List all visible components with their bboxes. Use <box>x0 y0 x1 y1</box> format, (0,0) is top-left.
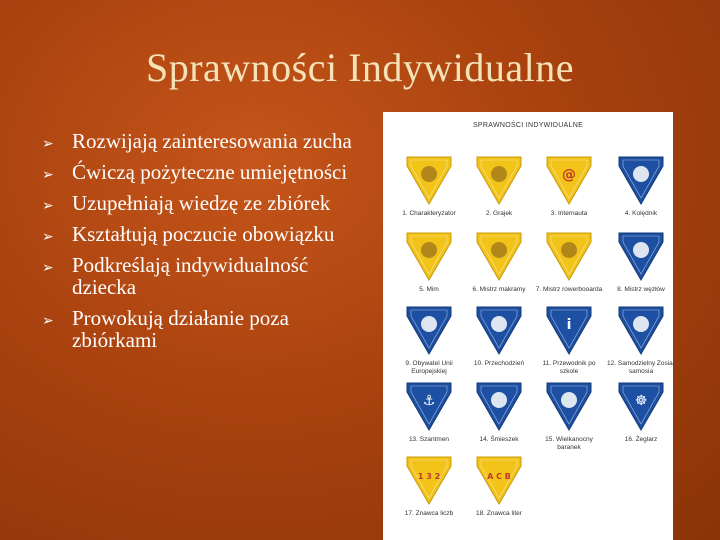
badge-emblem <box>491 242 507 258</box>
badge-item <box>533 154 605 234</box>
arrow-bullet-icon: ➢ <box>42 313 54 329</box>
bullet-list <box>40 130 370 360</box>
arrow-bullet-icon: ➢ <box>42 198 54 214</box>
badge-item <box>463 380 535 460</box>
flute-icon <box>474 154 524 206</box>
numbers-icon <box>404 454 454 506</box>
badge-glyph: A C B <box>487 472 511 481</box>
info-icon <box>544 304 594 356</box>
badge-item <box>463 154 535 234</box>
badge-emblem <box>633 166 649 182</box>
bullet-item <box>40 130 370 152</box>
badge-glyph: ⚓ <box>422 393 436 409</box>
anchor-icon <box>404 380 454 432</box>
badge-label: 16. Żeglarz <box>624 436 658 443</box>
poster-title: SPRAWNOŚCI INDYWIDUALNE <box>472 122 584 129</box>
badge-emblem <box>421 242 437 258</box>
badge-label: 15. Wielkanocny baranek <box>545 436 593 451</box>
badge-item <box>393 304 465 384</box>
badge-item <box>463 230 535 310</box>
badge-label: 3. Internauta <box>550 210 588 217</box>
badge-item <box>393 154 465 234</box>
ship-wheel-icon <box>616 380 666 432</box>
comet-star-icon <box>616 154 666 206</box>
badge-label: 4. Kolędnik <box>624 210 658 217</box>
bullet-item <box>40 307 370 351</box>
badge-label: 14. Śmieszek <box>479 436 519 443</box>
bullet-item <box>40 254 370 298</box>
badge-label: 13. Szantmen <box>408 436 450 443</box>
badge-emblem <box>633 242 649 258</box>
bullet-text: Kształtują poczucie obowiązku <box>72 222 335 246</box>
badge-item <box>393 230 465 310</box>
badge-glyph: ☸ <box>634 393 648 409</box>
badge-label: 2. Grajek <box>485 210 513 217</box>
badge-item <box>533 380 605 460</box>
masks-icon <box>404 154 454 206</box>
badge-item <box>533 304 605 384</box>
badge-emblem <box>491 166 507 182</box>
arrow-bullet-icon: ➢ <box>42 260 54 276</box>
badge-item <box>393 380 465 460</box>
badge-item <box>605 380 677 460</box>
badge-item <box>605 154 677 234</box>
badge-emblem <box>561 392 577 408</box>
badge-item <box>393 454 465 534</box>
badge-glyph: 1 3 2 <box>417 472 441 481</box>
badges-poster <box>383 112 673 540</box>
badge-emblem <box>421 166 437 182</box>
badge-emblem <box>491 392 507 408</box>
skater-icon <box>544 230 594 282</box>
badge-item <box>533 230 605 310</box>
arrow-bullet-icon: ➢ <box>42 229 54 245</box>
thumb-up-icon <box>616 304 666 356</box>
bullet-text: Rozwijają zainteresowania zucha <box>72 129 352 153</box>
slide-title: Sprawności Indywidualne <box>145 45 575 90</box>
bullet-text: Uzupełniają wiedzę ze zbiórek <box>72 191 331 215</box>
bullet-text: Podkreślają indywidualność dziecka <box>72 253 309 299</box>
badge-label: 9. Obywatel Unii Europejskiej <box>405 360 453 375</box>
letters-icon <box>474 454 524 506</box>
badge-label: 11. Przewodnik po szkole <box>542 360 596 375</box>
badge-emblem <box>491 316 507 332</box>
bullet-text: Prowokują działanie poza zbiórkami <box>72 306 289 352</box>
badge-glyph: i <box>566 317 572 333</box>
badge-emblem <box>633 316 649 332</box>
badge-item <box>605 304 677 384</box>
bullet-item <box>40 161 370 183</box>
badge-label: 10. Przechodzień <box>473 360 525 367</box>
badge-emblem <box>561 242 577 258</box>
eu-stars-icon <box>404 304 454 356</box>
badge-label: 8. Mistrz węzłów <box>617 286 665 293</box>
badge-label: 5. Mim <box>419 286 439 293</box>
badge-glyph: @ <box>562 167 576 183</box>
badge-label: 12. Samodzielny Zosia-samosia <box>607 360 675 375</box>
macrame-icon <box>474 230 524 282</box>
easter-lamb-icon <box>544 380 594 432</box>
badge-label: 7. Mistrz rowerbooarda <box>535 286 603 293</box>
badge-label: 17. Znawca liczb <box>404 510 454 517</box>
laughing-face-icon <box>474 380 524 432</box>
badge-label: 6. Mistrz makramy <box>472 286 526 293</box>
badge-label: 18. Znawca liter <box>476 510 522 517</box>
badge-item <box>463 454 535 534</box>
mime-face-icon <box>404 230 454 282</box>
badge-label: 1. Charakteryzator <box>402 210 456 217</box>
bullet-text: Ćwiczą pożyteczne umiejętności <box>72 160 348 184</box>
bullet-item <box>40 192 370 214</box>
badge-item <box>463 304 535 384</box>
arrow-bullet-icon: ➢ <box>42 136 54 152</box>
at-sign-icon <box>544 154 594 206</box>
badge-emblem <box>421 316 437 332</box>
knot-icon <box>616 230 666 282</box>
bullet-item <box>40 223 370 245</box>
arrow-bullet-icon: ➢ <box>42 167 54 183</box>
pedestrian-crossing-icon <box>474 304 524 356</box>
badge-item <box>605 230 677 310</box>
